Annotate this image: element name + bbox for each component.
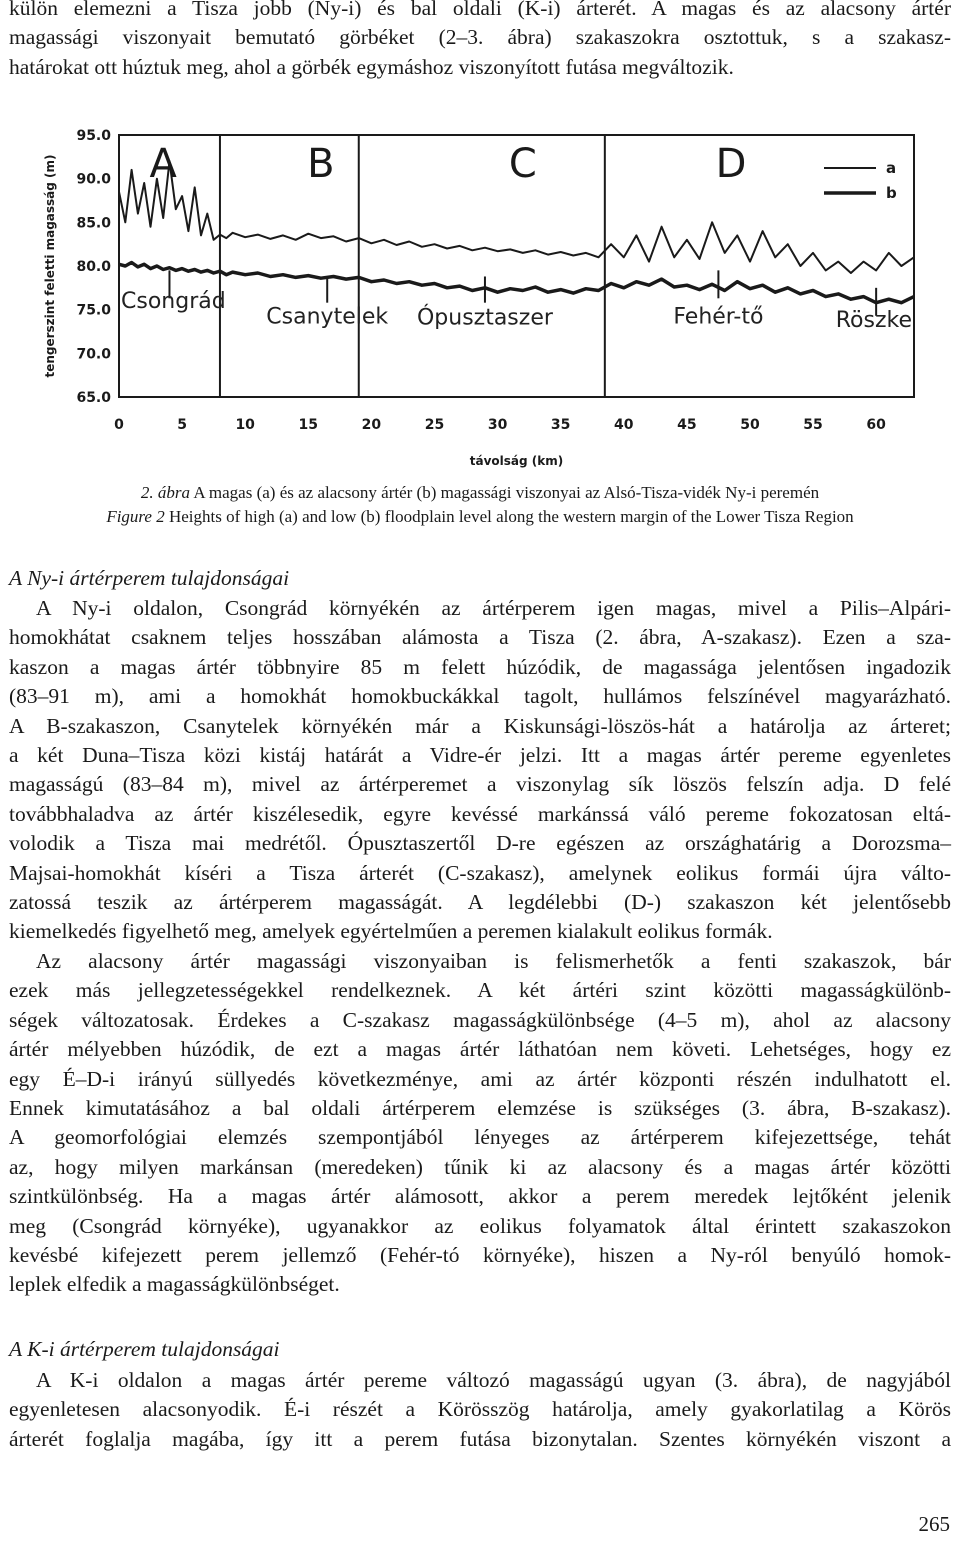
x-tick-label: 10 [235, 417, 255, 433]
caption-text: Heights of high (a) and low (b) floodplain level along the western margin of the Lower Tisza Region [168, 507, 854, 526]
x-tick-label: 25 [424, 417, 445, 433]
text-line: A Ny-i oldalon, Csongrád környékén az ártérperem igen magas, mivel a Pilis–Alpári- [36, 596, 951, 620]
text-line: egyenletesen alacsonyodik. É-i részét a Körösszög határolja, amely gyakorlatilag a Körös [9, 1397, 951, 1422]
text-line: kaszon a magas ártér többnyire 85 m felett húzódik, de magassága jelentősen ingadozik [9, 654, 951, 679]
figure-2-chart [40, 125, 960, 477]
text-line: kevésbé kifejezett perem jellemző (Fehér-tó környéke), hiszen a Ny-ról benyúló homok- [9, 1242, 951, 1267]
place-label: Röszke [835, 308, 912, 334]
y-tick-label: 95.0 [76, 128, 111, 144]
x-axis-label: távolság (km) [469, 454, 564, 468]
y-tick-label: 90.0 [76, 171, 111, 188]
text-line: volodik a Tisza mai medrétől. Ópusztaszertől D-re egészen az országhatárig a Dorozsma– [9, 831, 951, 856]
text-line: határokat ott húztuk meg, ahol a görbék egymáshoz viszonyított futása megváltozik. [9, 54, 734, 79]
y-tick-label: 85.0 [76, 215, 111, 232]
x-tick-label: 30 [487, 417, 508, 433]
text-line: A K-i oldalon a magas ártér pereme változó magasságú ugyan (3. ábra), de nagyjából [36, 1368, 951, 1392]
place-label: Fehér-tő [673, 304, 764, 330]
text-line: a két Duna–Tisza közi kistáj határát a Vidre-ér jelzi. Itt a magas ártér pereme egyenletes [9, 743, 951, 768]
place-label: Csongrád [121, 288, 226, 314]
place-label: Ópusztaszer [416, 305, 553, 331]
legend-label: b [886, 184, 897, 202]
section-heading: A K-i ártérperem tulajdonságai [9, 1337, 280, 1361]
text-line: szintkülönbség. Ha a magas ártér alámosott, akkor a perem meredek lejtőként jelenik [9, 1184, 951, 1209]
x-tick-label: 20 [361, 417, 382, 433]
text-line: külön elemezni a Tisza jobb (Ny-i) és bal oldali (K-i) árterét. A magas és az alacsony ártér [9, 0, 951, 20]
section-heading: A Ny-i ártérperem tulajdonságai [9, 566, 290, 590]
y-tick-label: 80.0 [76, 259, 111, 275]
place-label: Csanytelek [266, 304, 389, 330]
text-line: leplek elfedik a magasságkülönbséget. [9, 1272, 340, 1297]
text-line: az, hogy milyen markánsan (meredeken) tűnik ki az alacsony és a magas ártér közötti [9, 1154, 951, 1179]
text-line: kiemelkedés figyelhető meg, amelyek egyértelműen a peremen kialakult eolikus formák. [9, 919, 773, 944]
page-number: 265 [918, 1512, 950, 1536]
x-tick-label: 5 [177, 417, 187, 433]
text-line: zatossá teszik az ártérperem magasságát. A legdélebbi (D-) szakaszon két jelentősebb [9, 890, 951, 915]
intro-paragraph [9, 0, 951, 82]
text-line: továbbhaladva az ártér kiszélesedik, egyre kevéssé markánssá váló pereme fokozatosan eltá- [9, 801, 951, 826]
caption-text: A magas (a) és az alacsony ártér (b) magassági viszonyai az Alsó-Tisza-vidék Ny-i peremén [193, 483, 820, 502]
caption-label: 2. ábra [140, 483, 190, 502]
x-tick-label: 55 [803, 417, 823, 433]
text-line: Ennek kimutatásához a bal oldali ártérperem elemzése is szükséges (3. ábra, B-szakasz). [9, 1095, 951, 1120]
section-label: D [715, 141, 747, 187]
chart-svg [40, 125, 960, 477]
series-line-b [119, 263, 914, 303]
x-tick-label: 40 [614, 417, 634, 433]
text-line: ségek változatosak. Érdekes a C-szakasz magasságkülönbsége (4–5 m), ahol az alacsony [9, 1007, 951, 1032]
y-tick-label: 75.0 [76, 302, 111, 319]
text-line: magasságú (83–84 m), mivel az ártérperemet a viszonylag sík löszös felszín adja. D felé [9, 772, 951, 797]
text-line: (83–91 m), ami a homokhát homokbuckákkal tagolt, hullámos felszínével magyarázható. [9, 684, 951, 709]
caption-label: Figure 2 [106, 507, 165, 526]
y-tick-label: 65.0 [76, 390, 111, 406]
text-line: A geomorfológiai elemzés szempontjából lényeges az ártérperem kifejezettsége, tehát [9, 1125, 951, 1150]
section-label: A [149, 141, 177, 187]
x-tick-label: 15 [298, 417, 319, 433]
section-label: B [307, 141, 335, 187]
x-tick-label: 60 [866, 417, 886, 433]
y-tick-label: 70.0 [76, 346, 111, 363]
figure-caption-en [0, 507, 960, 527]
x-tick-label: 50 [740, 417, 760, 433]
figure-caption-hu [0, 483, 960, 503]
text-line: Majsai-homokhát kíséri a Tisza árterét (C-szakasz), amelynek eolikus formái újra válto- [9, 860, 951, 885]
text-line: A B-szakaszon, Csanytelek környékén már a Kiskunsági-löszös-hát a határolja az árteret; [9, 713, 951, 738]
text-line: homokhátat csaknem teljes hosszában alámosta a Tisza (2. ábra, A-szakasz). Ezen a sza- [9, 625, 951, 650]
legend-label: a [886, 159, 897, 177]
section-body [9, 1366, 951, 1454]
text-line: meg (Csongrád környéke), ugyanakkor az eolikus folyamatok által érintett szakaszokon [9, 1213, 951, 1238]
x-tick-label: 35 [550, 417, 571, 433]
x-tick-label: 0 [114, 417, 124, 433]
text-line: ezek más jellegzetességekkel rendelkeznek. A két ártéri szint közötti magasságkülönb- [9, 978, 951, 1003]
x-tick-label: 45 [677, 417, 697, 433]
section-label: C [508, 141, 537, 187]
text-line: Az alacsony ártér magassági viszonyaiban is felismerhetők a fenti szakaszok, bár [36, 948, 951, 973]
y-axis-label: tengerszint feletti magasság (m) [43, 154, 57, 378]
text-line: árterét foglalja magába, így itt a perem futása bizonytalan. Szentes környékén viszont a [9, 1426, 951, 1451]
text-line: ártér mélyebben húzódik, de ezt a magas ártér láthatóan nem követi. Lehetséges, hogy ez [9, 1037, 951, 1062]
text-line: magassági viszonyait bemutató görbéket (2–3. ábra) szakaszokra osztottuk, s a szakasz- [9, 25, 951, 50]
section-body [9, 594, 951, 1300]
text-line: egy É–D-i irányú süllyedés következménye, ami az ártér központi részén indulhatott el. [9, 1066, 951, 1091]
